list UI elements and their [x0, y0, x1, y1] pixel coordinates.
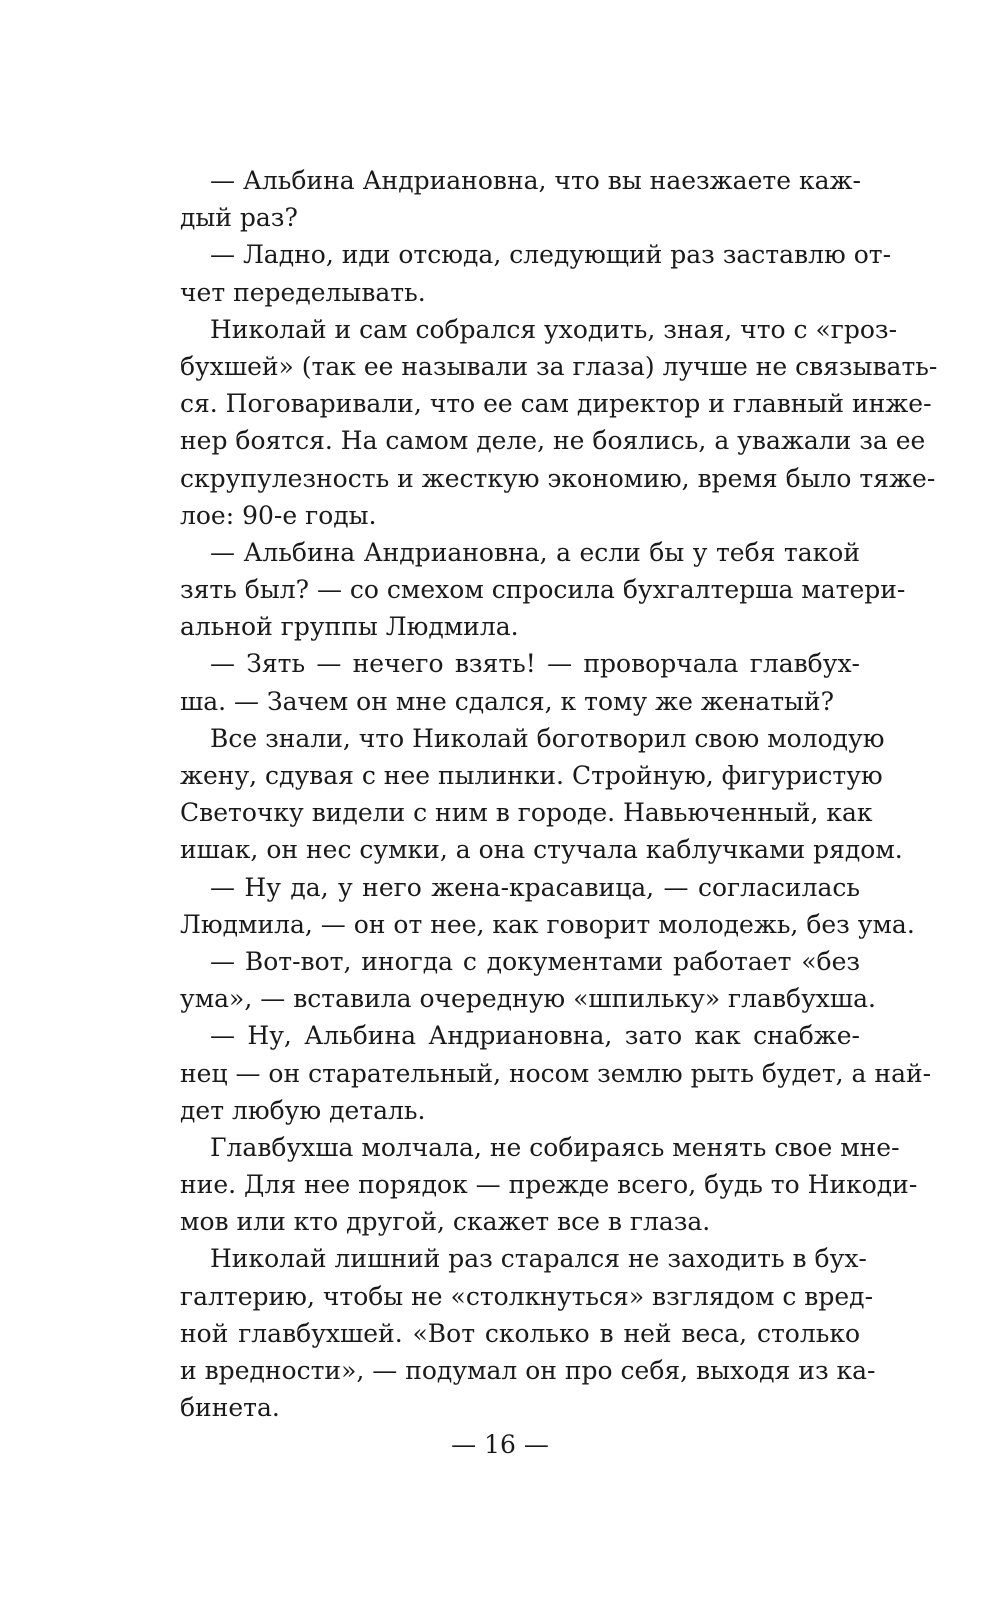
text-line: Все знали, что Николай боготворил свою молодую — [210, 723, 885, 753]
text-line: чет переделывать. — [180, 277, 426, 307]
text-line: альной группы Людмила. — [180, 612, 519, 642]
body-text — [180, 162, 938, 1426]
text-line: Светочку видели с ним в городе. Навьюченный, как — [180, 798, 873, 828]
text-line: ние. Для нее порядок — прежде всего, будь то Никоди- — [180, 1170, 918, 1200]
text-line: и вредности», — подумал он про себя, выходя из ка- — [180, 1356, 876, 1385]
text-line: Людмила, — он от нее, как говорит молодежь, без ума. — [180, 909, 915, 939]
text-line: — Зять — нечего взять! — проворчала главбух- — [210, 649, 860, 679]
text-line: — Альбина Андриановна, а если бы у тебя такой — [210, 537, 860, 567]
text-line: лое: 90-е годы. — [180, 500, 377, 530]
text-line: мов или кто другой, скажет все в глаза. — [180, 1207, 711, 1237]
text-line: — Ладно, иди отсюда, следующий раз заставлю от- — [210, 240, 892, 270]
text-line: ной главбухшей. «Вот сколько в ней веса, столько — [180, 1318, 860, 1348]
text-line: Николай и сам собрался уходить, зная, что с «гроз- — [210, 314, 898, 344]
text-line: жену, сдувая с нее пылинки. Стройную, фигуристую — [180, 761, 883, 790]
text-line: скрупулезность и жесткую экономию, время было тяже- — [180, 463, 936, 493]
text-line: нец — он старательный, носом землю рыть будет, а най- — [180, 1058, 932, 1088]
text-line: зять был? — со смехом спросила бухгалтерша матери- — [180, 575, 906, 605]
text-line: — Альбина Андриановна, что вы наезжаете каж- — [210, 166, 861, 195]
text-line: ся. Поговаривали, что ее сам директор и главный инже- — [180, 389, 932, 419]
text-line: дет любую деталь. — [180, 1095, 426, 1125]
text-line: бинета. — [180, 1393, 280, 1423]
text-line: Главбухша молчала, не собираясь менять свое мне- — [210, 1132, 900, 1162]
text-line: нер боятся. На самом деле, не боялись, а уважали за ее — [180, 426, 926, 456]
text-line: ишак, он нес сумки, а она стучала каблучками рядом. — [180, 835, 903, 865]
text-line: Николай лишний раз старался не заходить в бух- — [210, 1244, 867, 1274]
text-line: — Вот-вот, иногда с документами работает «без — [210, 946, 860, 976]
text-line: ша. — Зачем он мне сдался, к тому же женатый? — [180, 686, 834, 716]
text-line: дый раз? — [180, 203, 298, 233]
text-line: бухшей» (так ее называли за глаза) лучше не связывать- — [180, 351, 938, 381]
text-line: — Ну да, у него жена-красавица, — согласилась — [210, 872, 860, 902]
text-line: ума», — вставила очередную «шпильку» главбухша. — [180, 984, 876, 1014]
text-line: — Ну, Альбина Андриановна, зато как снабже- — [210, 1021, 860, 1051]
text-line: галтерию, чтобы не «столкнуться» взглядом с вред- — [180, 1281, 874, 1311]
page-number: — 16 — — [451, 1430, 549, 1459]
